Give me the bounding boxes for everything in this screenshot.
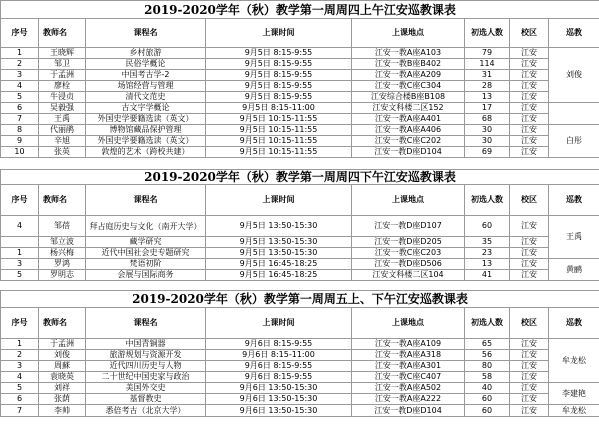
header-course: 课程名 [86, 19, 206, 48]
table-title: 2019-2020学年（秋）教学第一周周四下午江安巡教课表 [1, 170, 599, 185]
table-row [1, 48, 599, 59]
row-seq: 8 [1, 125, 39, 136]
table-row [1, 405, 599, 417]
row-campus: 江安 [510, 147, 549, 158]
row-time: 9月5日 8:15-9:55 [206, 92, 352, 103]
row-place: 江安一教A座A301 [352, 361, 465, 372]
row-course: 近代四川历史与人物 [86, 361, 206, 372]
row-count: 30 [465, 125, 510, 136]
row-teacher: 刘祥 [39, 383, 86, 394]
row-course: 场馆经营与管理 [86, 81, 206, 92]
row-count: 23 [465, 248, 510, 259]
row-course: 敦煌的艺术（跨校共建） [86, 147, 206, 158]
row-teacher: 王晓辉 [39, 48, 86, 59]
row-count: 28 [465, 81, 510, 92]
row-time: 9月5日 8:15-9:55 [206, 59, 352, 70]
row-teacher: 刘俊 [39, 350, 86, 361]
table-row [1, 125, 599, 136]
row-seq: 7 [1, 405, 39, 417]
row-seq: 6 [1, 394, 39, 405]
table-row [1, 59, 599, 70]
row-seq: 10 [1, 147, 39, 158]
row-teacher: 牛浸贞 [39, 92, 86, 103]
row-time: 9月5日 16:45-18:25 [206, 259, 352, 270]
inspector-cell [549, 103, 599, 125]
table-row [1, 383, 599, 394]
row-place: 江安一教A座A502 [352, 383, 465, 394]
row-count: 35 [465, 237, 510, 248]
row-seq [1, 237, 39, 248]
row-campus: 江安 [510, 103, 549, 114]
table-row [1, 147, 599, 158]
row-campus: 江安 [510, 114, 549, 125]
row-course: 外国史学要籍选读（英文） [86, 114, 206, 125]
row-time: 9月5日 16:45-18:25 [206, 270, 352, 281]
header-campus: 校区 [510, 19, 549, 48]
table-row [1, 248, 599, 259]
row-place: 江安一教D座D107 [352, 216, 465, 237]
row-seq: 3 [1, 259, 39, 270]
row-place: 江安一教C座C304 [352, 81, 465, 92]
row-count: 13 [465, 259, 510, 270]
header-seq: 序号 [1, 308, 39, 339]
row-seq: 6 [1, 103, 39, 114]
row-campus: 江安 [510, 270, 549, 281]
row-place: 江安一教A座A109 [352, 339, 465, 350]
row-count: 13 [465, 92, 510, 103]
row-place: 江安一教D座D205 [352, 237, 465, 248]
row-course: 美国外交史 [86, 383, 206, 394]
row-teacher: 邹卫 [39, 59, 86, 70]
row-time: 9月5日 10:15-11:55 [206, 147, 352, 158]
table-row [1, 361, 599, 372]
row-course: 会展与国际商务 [86, 270, 206, 281]
row-course: 中国考古学-2 [86, 70, 206, 81]
row-time: 9月6日 8:15-11:00 [206, 350, 352, 361]
table-row [1, 394, 599, 405]
row-place: 江安一教C座C203 [352, 248, 465, 259]
row-place: 江安文科楼二区152 [352, 103, 465, 114]
header-place: 上课地点 [352, 308, 465, 339]
row-time: 9月6日 8:15-9:55 [206, 339, 352, 350]
row-campus: 江安 [510, 350, 549, 361]
row-teacher: 于孟洲 [39, 70, 86, 81]
row-count: 56 [465, 350, 510, 361]
row-seq: 2 [1, 59, 39, 70]
row-seq: 5 [1, 270, 39, 281]
header-count: 初选人数 [465, 185, 510, 216]
header-count: 初选人数 [465, 19, 510, 48]
row-count: 17 [465, 103, 510, 114]
row-teacher: 代丽鹃 [39, 125, 86, 136]
row-teacher: 辛旭 [39, 136, 86, 147]
row-course: 博物馆藏品保护管理 [86, 125, 206, 136]
header-count: 初选人数 [465, 308, 510, 339]
row-time: 9月5日 13:50-15:30 [206, 248, 352, 259]
header-time: 上课时间 [206, 185, 352, 216]
row-count: 114 [465, 59, 510, 70]
table-row [1, 92, 599, 103]
header-time: 上课时间 [206, 308, 352, 339]
row-place: 江安一教C座C407 [352, 372, 465, 383]
row-teacher: 袁晓英 [39, 372, 86, 383]
table-row [1, 216, 599, 237]
schedule-table-friday [0, 290, 599, 417]
row-teacher: 周蘇 [39, 361, 86, 372]
row-campus: 江安 [510, 237, 549, 248]
row-seq: 4 [1, 372, 39, 383]
table-title: 2019-2020学年（秋）教学第一周周五上、下午江安巡教课表 [1, 291, 599, 308]
inspector-cell: 黄鹂 [549, 259, 599, 281]
row-course: 近代中国社会史专题研究 [86, 248, 206, 259]
inspector-cell: 刘俊 [549, 48, 599, 103]
inspector-cell: 牟龙松 [549, 339, 599, 383]
row-teacher: 李帅 [39, 405, 86, 417]
schedule-table-thursday-afternoon [0, 169, 599, 281]
row-time: 9月5日 10:15-11:55 [206, 114, 352, 125]
row-time: 9月5日 10:15-11:55 [206, 125, 352, 136]
row-seq: 3 [1, 70, 39, 81]
table-row [1, 70, 599, 81]
header-teacher: 教师名 [39, 19, 86, 48]
row-count: 31 [465, 70, 510, 81]
row-count: 40 [465, 383, 510, 394]
row-course: 清代文范史 [86, 92, 206, 103]
table-row [1, 270, 599, 281]
row-course: 中国青铜器 [86, 339, 206, 350]
row-course: 二十世纪中国史家与政治 [86, 372, 206, 383]
row-place: 江安一教D座D506 [352, 259, 465, 270]
row-count: 30 [465, 136, 510, 147]
row-time: 9月5日 13:50-15:30 [206, 216, 352, 237]
row-place: 江安一教A座A209 [352, 70, 465, 81]
row-course: 外国史学要籍选读（英文） [86, 136, 206, 147]
row-time: 9月5日 8:15-9:55 [206, 48, 352, 59]
row-seq: 4 [1, 81, 39, 92]
row-seq: 1 [1, 339, 39, 350]
table-row [1, 114, 599, 125]
row-course: 旅游规划与资源开发 [86, 350, 206, 361]
row-count: 60 [465, 405, 510, 417]
header-seq: 序号 [1, 19, 39, 48]
row-teacher: 王禹 [39, 114, 86, 125]
row-count: 80 [465, 361, 510, 372]
row-time: 9月5日 8:15-11:00 [206, 103, 352, 114]
row-campus: 江安 [510, 361, 549, 372]
row-teacher: 罗鸿 [39, 259, 86, 270]
row-time: 9月6日 8:15-9:55 [206, 361, 352, 372]
row-place: 江安一教D座D104 [352, 405, 465, 417]
table-row [1, 259, 599, 270]
inspector-cell: 李建艳 [549, 383, 599, 405]
row-campus: 江安 [510, 248, 549, 259]
row-teacher: 廖栓 [39, 81, 86, 92]
row-seq: 3 [1, 361, 39, 372]
row-count: 60 [465, 216, 510, 237]
row-time: 9月6日 8:15-9:55 [206, 372, 352, 383]
header-inspector: 巡教 [549, 19, 599, 48]
row-campus: 江安 [510, 92, 549, 103]
row-campus: 江安 [510, 394, 549, 405]
row-count: 41 [465, 270, 510, 281]
row-campus: 江安 [510, 125, 549, 136]
row-teacher: 罗明志 [39, 270, 86, 281]
header-inspector: 巡教 [549, 185, 599, 216]
row-place: 江安综合楼B座B108 [352, 92, 465, 103]
table-row [1, 81, 599, 92]
header-course: 课程名 [86, 185, 206, 216]
header-campus: 校区 [510, 308, 549, 339]
row-campus: 江安 [510, 136, 549, 147]
header-campus: 校区 [510, 185, 549, 216]
row-count: 79 [465, 48, 510, 59]
inspector-cell: 王禹 [549, 216, 599, 259]
row-campus: 江安 [510, 339, 549, 350]
row-count: 65 [465, 339, 510, 350]
row-place: 江安一教B座B402 [352, 59, 465, 70]
table-title: 2019-2020学年（秋）教学第一周周四上午江安巡教课表 [1, 1, 599, 19]
row-place: 江安一教A座A401 [352, 114, 465, 125]
header-course: 课程名 [86, 308, 206, 339]
row-place: 江安一教A座A103 [352, 48, 465, 59]
row-campus: 江安 [510, 81, 549, 92]
schedule-table-thursday-morning [0, 0, 599, 158]
row-place: 江安一教A座A222 [352, 394, 465, 405]
row-seq: 1 [1, 48, 39, 59]
row-course: 古文字学概论 [86, 103, 206, 114]
header-seq: 序号 [1, 185, 39, 216]
inspector-cell: 白彤 [549, 125, 599, 158]
row-seq: 7 [1, 114, 39, 125]
inspector-cell: 牟龙松 [549, 405, 599, 417]
row-count: 60 [465, 394, 510, 405]
row-course: 乡村旅游 [86, 48, 206, 59]
row-campus: 江安 [510, 70, 549, 81]
row-count: 69 [465, 147, 510, 158]
row-course: 悉倍考古（北京大学） [86, 405, 206, 417]
table-row [1, 339, 599, 350]
row-campus: 江安 [510, 372, 549, 383]
row-campus: 江安 [510, 383, 549, 394]
row-course: 藏学研究 [86, 237, 206, 248]
row-teacher: 于孟洲 [39, 339, 86, 350]
row-time: 9月5日 13:50-15:30 [206, 237, 352, 248]
row-time: 9月6日 13:50-15:30 [206, 383, 352, 394]
row-count: 68 [465, 114, 510, 125]
header-place: 上课地点 [352, 19, 465, 48]
row-seq: 2 [1, 350, 39, 361]
row-course: 民俗学概论 [86, 59, 206, 70]
table-row [1, 237, 599, 248]
row-course: 基督教史 [86, 394, 206, 405]
row-campus: 江安 [510, 259, 549, 270]
row-teacher: 张荫 [39, 394, 86, 405]
header-teacher: 教师名 [39, 308, 86, 339]
row-teacher: 杨兴梅 [39, 248, 86, 259]
row-seq: 5 [1, 92, 39, 103]
row-campus: 江安 [510, 59, 549, 70]
row-seq: 1 [1, 248, 39, 259]
row-seq: 5 [1, 383, 39, 394]
row-place: 江安一教D座D104 [352, 147, 465, 158]
table-row [1, 350, 599, 361]
row-course: 梵语初阶 [86, 259, 206, 270]
header-teacher: 教师名 [39, 185, 86, 216]
row-teacher: 张英 [39, 147, 86, 158]
header-place: 上课地点 [352, 185, 465, 216]
row-time: 9月6日 13:50-15:30 [206, 405, 352, 417]
row-time: 9月5日 8:15-9:55 [206, 70, 352, 81]
table-row [1, 103, 599, 114]
row-campus: 江安 [510, 405, 549, 417]
table-row [1, 136, 599, 147]
row-time: 9月5日 8:15-9:55 [206, 81, 352, 92]
header-inspector: 巡教 [549, 308, 599, 339]
row-teacher: 吴毅强 [39, 103, 86, 114]
row-campus: 江安 [510, 48, 549, 59]
row-teacher: 邹蓓 [39, 216, 86, 237]
row-seq: 9 [1, 136, 39, 147]
row-course: 拜占庭历史与文化（南开大学） [86, 216, 206, 237]
row-time: 9月6日 13:50-15:30 [206, 394, 352, 405]
row-time: 9月5日 10:15-11:55 [206, 136, 352, 147]
row-teacher: 邹立波 [39, 237, 86, 248]
row-campus: 江安 [510, 216, 549, 237]
row-place: 江安文科楼二区104 [352, 270, 465, 281]
row-place: 江安一教A座A406 [352, 125, 465, 136]
table-row [1, 372, 599, 383]
row-place: 江安一教C座C202 [352, 136, 465, 147]
header-time: 上课时间 [206, 19, 352, 48]
row-count: 58 [465, 372, 510, 383]
row-seq: 4 [1, 216, 39, 237]
row-place: 江安一教A座A318 [352, 350, 465, 361]
